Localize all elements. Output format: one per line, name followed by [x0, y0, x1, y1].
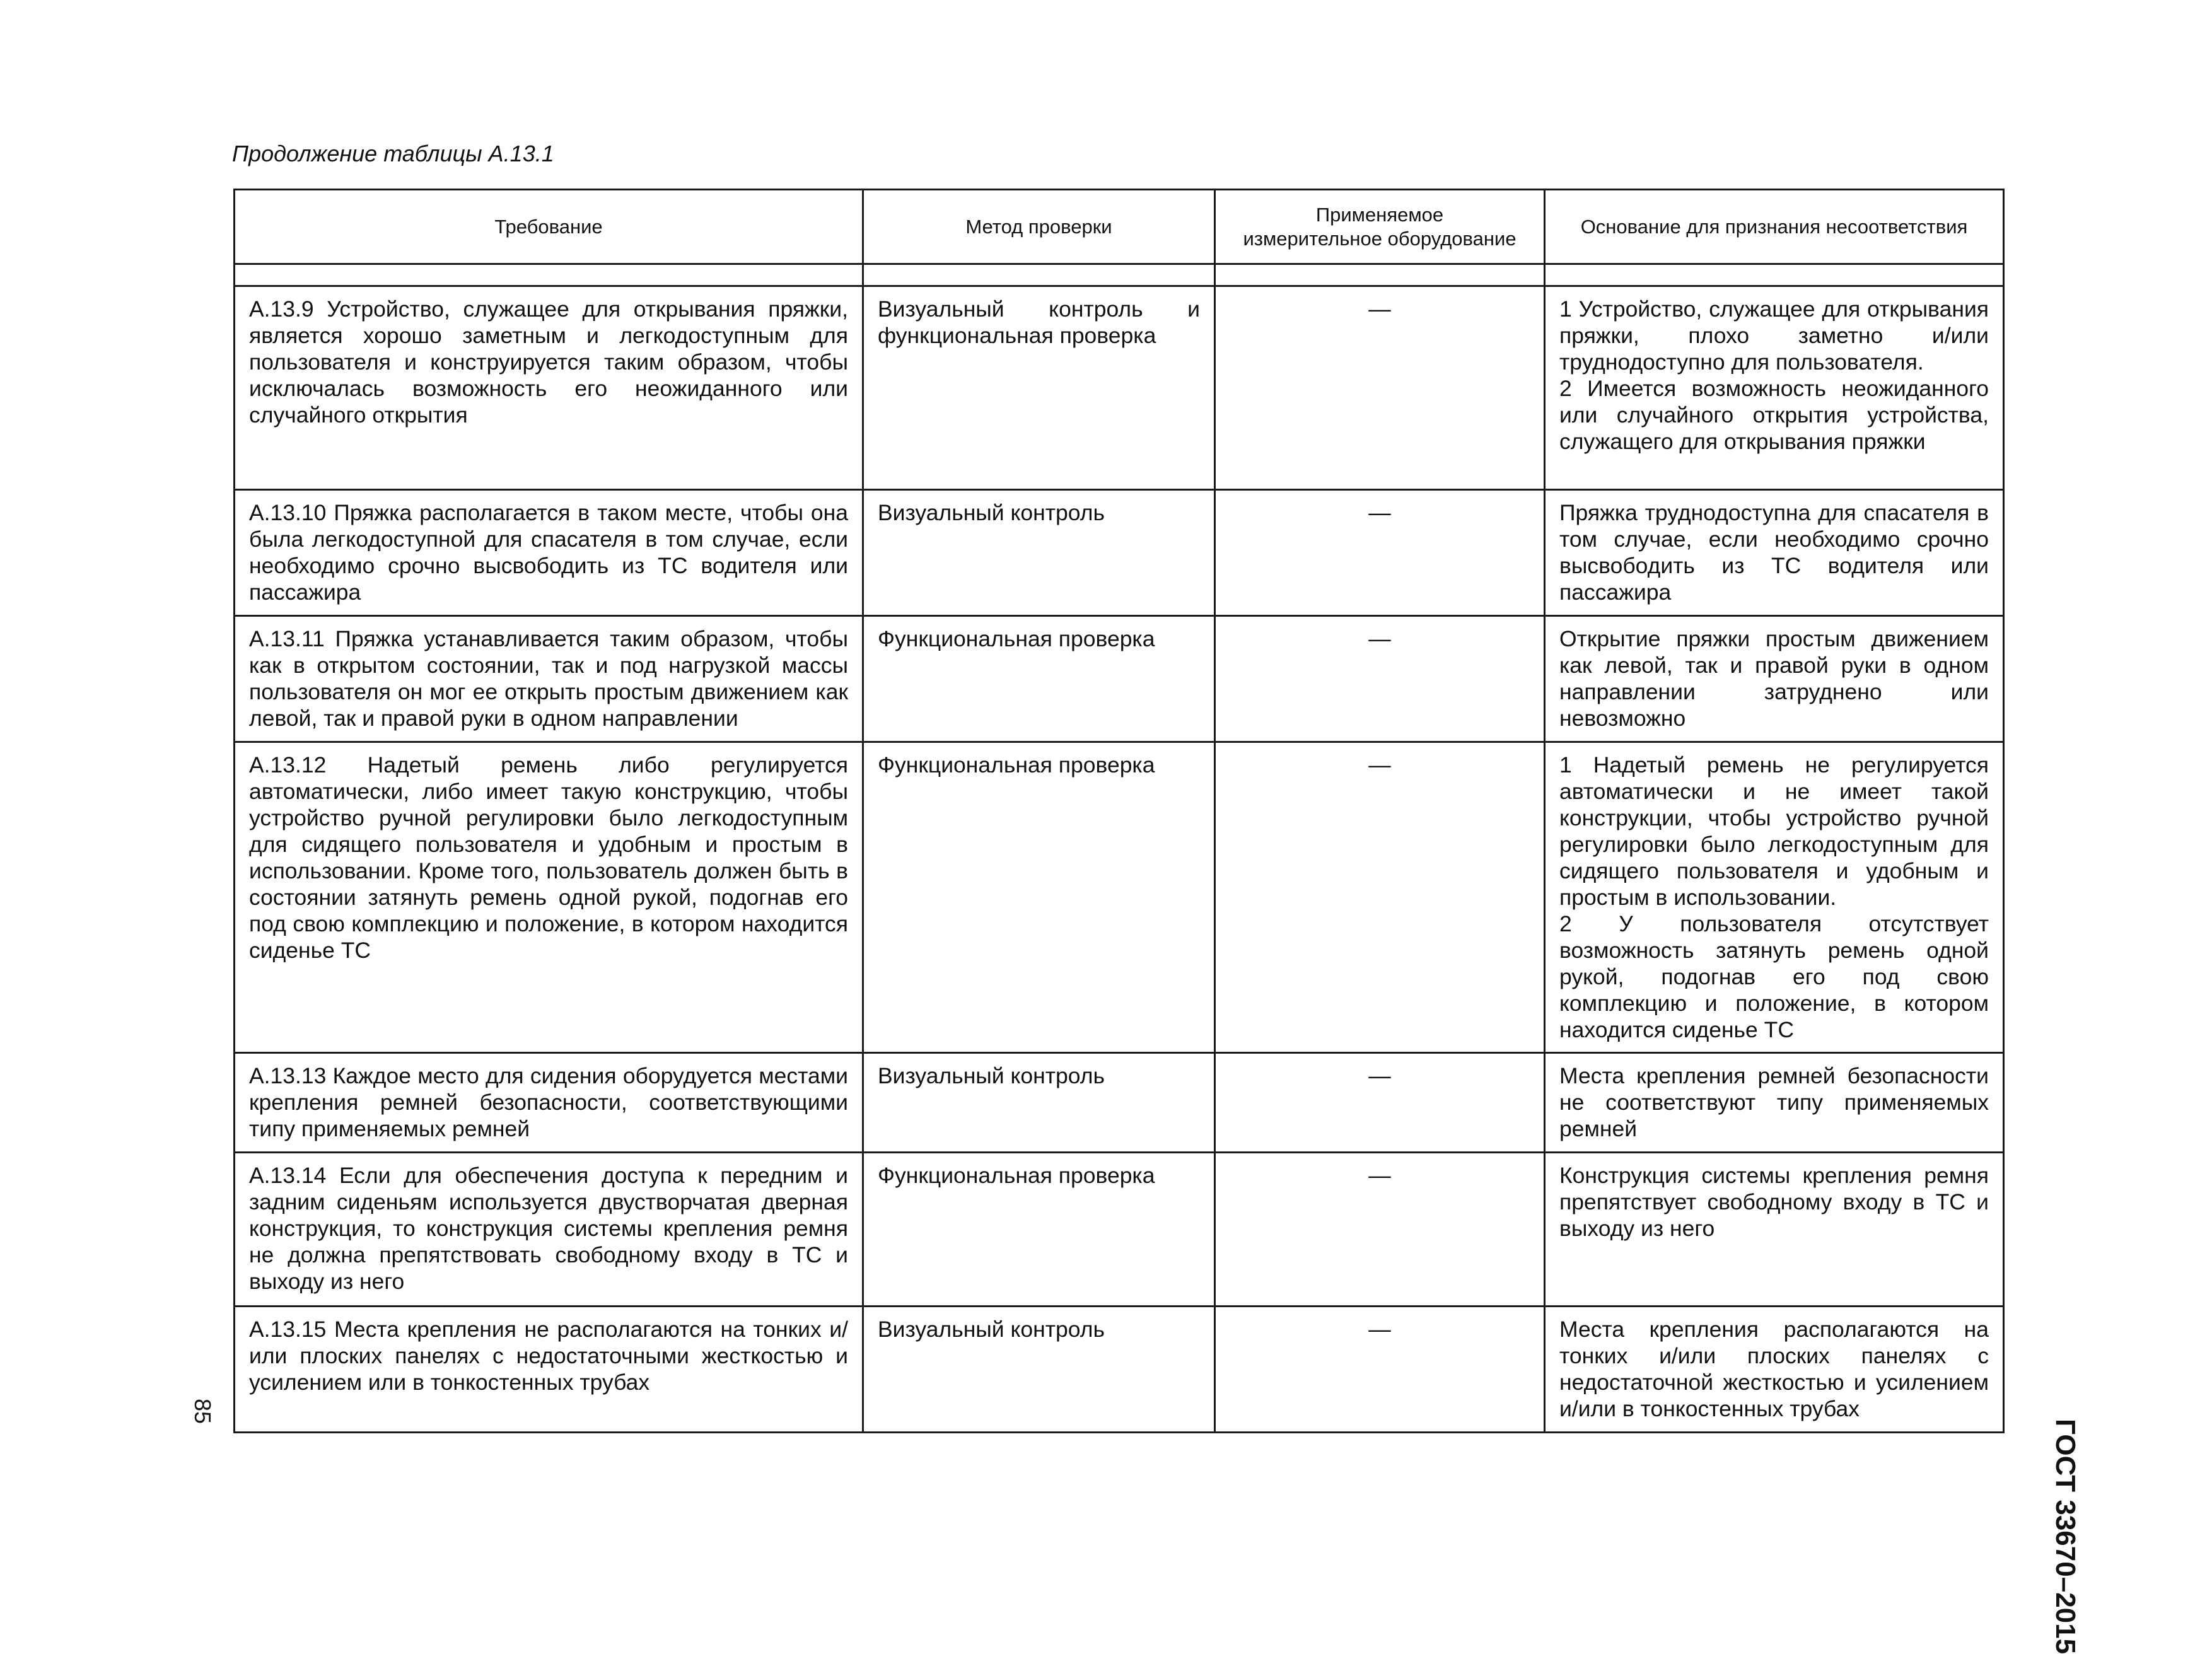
table-row [235, 1153, 2004, 1307]
nonconformity-item: 2 Имеется возможность неожиданного или случайного открытия устройства, служащего для открывания пряжки [1559, 376, 1989, 454]
requirement-cell: А.13.10 Пряжка располагается в таком месте, чтобы она была легкодоступной для спасателя в том случае, если необходимо срочно высвободить из ТС водителя или пассажира [235, 490, 863, 616]
requirement-cell: А.13.14 Если для обеспечения доступа к передним и задним сиденьям используется двустворчатая дверная конструкция, то конструкция системы крепления ремня не должна препятствовать свободному входу в ТС и выходу из него [235, 1153, 863, 1307]
header-nonconformity: Основание для признания несоответствия [1545, 190, 2004, 264]
equipment-cell: — [1215, 616, 1545, 742]
header-requirement: Требование [235, 190, 863, 264]
nonconformity-item: 1 Устройство, служащее для открывания пряжки, плохо заметно и/или труднодоступно для пользователя. [1559, 296, 1989, 375]
nonconformity-cell [1545, 1153, 2004, 1307]
equipment-cell: — [1215, 286, 1545, 490]
method-cell: Функциональная проверка [863, 742, 1215, 1053]
nonconformity-item: Конструкция системы крепления ремня препятствует свободному входу в ТС и выходу из него [1559, 1163, 1989, 1241]
table-row [235, 286, 2004, 490]
requirement-cell: А.13.15 Места крепления не располагаются на тонких и/или плоских панелях с недостаточными жесткостью и усилением или в тонкостенных трубах [235, 1307, 863, 1433]
nonconformity-cell [1545, 1053, 2004, 1153]
standard-code: ГОСТ 33670–2015 [2050, 1419, 2081, 1654]
equipment-cell: — [1215, 742, 1545, 1053]
nonconformity-item: 1 Надетый ремень не регулируется автоматически и не имеет такой конструкции, чтобы устройство ручной регулировки было легкодоступным для сидящего пользователя и удобным и простым в использовании. [1559, 752, 1989, 910]
nonconformity-cell [1545, 490, 2004, 616]
method-cell: Функциональная проверка [863, 616, 1215, 742]
nonconformity-item: Открытие пряжки простым движением как левой, так и правой руки в одном направлении затруднено или невозможно [1559, 626, 1989, 731]
table-row [235, 616, 2004, 742]
requirement-cell: А.13.11 Пряжка устанавливается таким образом, чтобы как в открытом состоянии, так и под нагрузкой массы пользователя он мог ее открыть простым движением как левой, так и правой руки в одном направлении [235, 616, 863, 742]
table-row [235, 1307, 2004, 1433]
method-cell: Визуальный контроль [863, 490, 1215, 616]
nonconformity-item: Пряжка труднодоступна для спасателя в том случае, если необходимо срочно высвободить из ТС водителя или пассажира [1559, 500, 1989, 605]
requirement-cell: А.13.13 Каждое место для сидения оборудуется местами крепления ремней безопасности, соответствующими типу применяемых ремней [235, 1053, 863, 1153]
header-equipment-line1: Применяемое [1315, 203, 1444, 226]
table-row [235, 1053, 2004, 1153]
requirements-table [233, 189, 2005, 1433]
nonconformity-item: 2 У пользователя отсутствует возможность затянуть ремень одной рукой, подогнав его под свою комплекцию и положение, в котором находится сиденье ТС [1559, 911, 1989, 1042]
table-caption: Продолжение таблицы А.13.1 [232, 141, 554, 166]
equipment-cell: — [1215, 1153, 1545, 1307]
equipment-cell: — [1215, 1307, 1545, 1433]
table-header-row [235, 190, 2004, 264]
page-number: 85 [190, 1399, 216, 1424]
nonconformity-cell [1545, 616, 2004, 742]
requirement-cell: А.13.9 Устройство, служащее для открывания пряжки, является хорошо заметным и легкодоступным для пользователя и конструируется таким образом, чтобы исключалась возможность его неожиданного или случайного открытия [235, 286, 863, 490]
table-row [235, 490, 2004, 616]
method-cell: Визуальный контроль [863, 1307, 1215, 1433]
table-row [235, 742, 2004, 1053]
nonconformity-item: Места крепления ремней безопасности не соответствуют типу применяемых ремней [1559, 1063, 1989, 1141]
equipment-cell: — [1215, 490, 1545, 616]
nonconformity-cell [1545, 742, 2004, 1053]
method-cell: Функциональная проверка [863, 1153, 1215, 1307]
header-method: Метод проверки [863, 190, 1215, 264]
method-cell: Визуальный контроль и функциональная проверка [863, 286, 1215, 490]
nonconformity-cell [1545, 286, 2004, 490]
equipment-cell: — [1215, 1053, 1545, 1153]
header-equipment [1215, 190, 1545, 264]
nonconformity-cell [1545, 1307, 2004, 1433]
header-separator [235, 264, 2004, 286]
method-cell: Визуальный контроль [863, 1053, 1215, 1153]
header-equipment-line2: измерительное оборудование [1243, 227, 1516, 250]
nonconformity-item: Места крепления располагаются на тонких и/или плоских панелях с недостаточной жесткостью и усилением и/или в тонкостенных трубах [1559, 1317, 1989, 1421]
requirement-cell: А.13.12 Надетый ремень либо регулируется автоматически, либо имеет такую конструкцию, чтобы устройство ручной регулировки было легкодоступным для сидящего пользователя и удобным и простым в использовании. Кроме того, пользователь должен быть в состоянии затянуть ремень одной рукой, подогнав его под свою комплекцию и положение, в котором находится сиденье ТС [235, 742, 863, 1053]
